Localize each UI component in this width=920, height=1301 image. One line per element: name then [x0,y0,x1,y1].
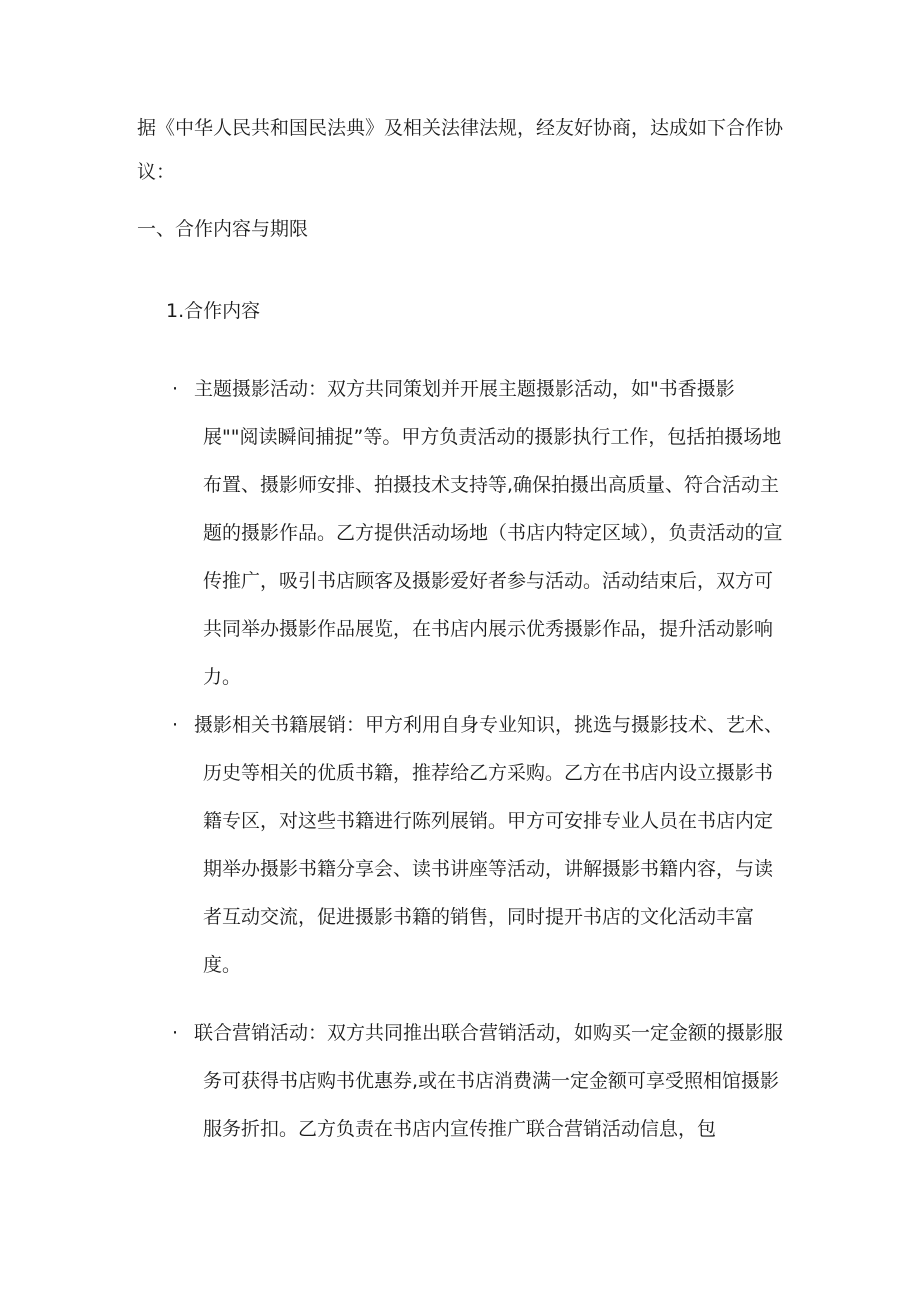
section-heading: 一、合作内容与期限 [137,218,309,240]
bullet-mark: · [172,714,179,736]
bullet-mark: · [172,1022,179,1044]
bullet-text: 联合营销活动：双方共同推出联合营销活动，如购买一定金额的摄影服务可获得书店购书优惠券,或在书店消费满一定金额可享受照相馆摄影服务折扣。乙方负责在书店内宣传推广联合营销活动信息，包 [194,1022,784,1140]
bullet-item-theme-photography [172,365,784,701]
intro-paragraph: 据《中华人民共和国民法典》及相关法律法规，经友好协商，达成如下合作协议： [137,117,784,183]
bullet-item-joint-marketing [172,1009,784,1153]
bullet-mark: · [172,378,179,400]
bullet-text: 摄影相关书籍展销：甲方利用自身专业知识，挑选与摄影技术、艺术、历史等相关的优质书籍，推荐给乙方采购。乙方在书店内设立摄影书籍专区，对这些书籍进行陈列展销。甲方可安排专业人员在书店内定期举办摄影书籍分享会、读书讲座等活动，讲解摄影书籍内容，与读者互动交流，促进摄影书籍的销售，同时提开书店的文化活动丰富度。 [194,714,784,976]
subsection-heading: 1.合作内容 [166,300,261,322]
bullet-item-book-sales [172,701,784,989]
bullet-text: 主题摄影活动：双方共同策划并开展主题摄影活动，如"书香摄影展""阅读瞬间捕捉”等。甲方负责活动的摄影执行工作，包括拍摄场地布置、摄影师安排、拍摄技术支持等,确保拍摄出高质量、符合活动主题的摄影作品。乙方提供活动场地（书店内特定区域），负责活动的宣传推广，吸引书店顾客及摄影爱好者参与活动。活动结束后，双方可共同举办摄影作品展览，在书店内展示优秀摄影作品，提升活动影响力。 [194,378,783,688]
